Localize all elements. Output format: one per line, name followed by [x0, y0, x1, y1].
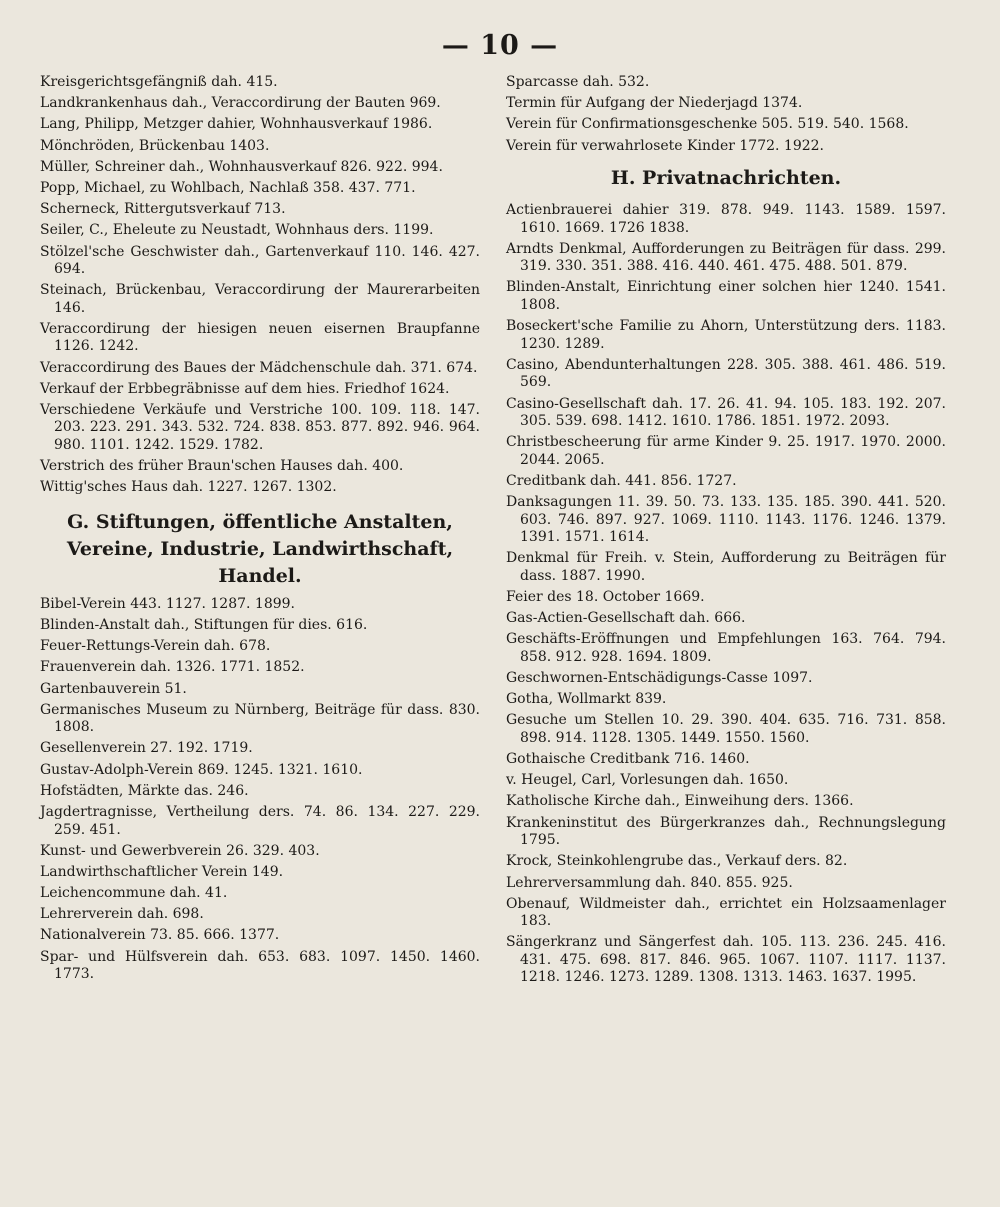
index-entry: Feuer-Rettungs-Verein dah. 678. [40, 638, 271, 655]
index-entry: Geschwornen-Entschädigungs-Casse 1097. [506, 670, 813, 686]
index-entry: Verstrich des früher Braun'schen Hauses dah. 400. [40, 458, 404, 475]
right-entries-before [506, 74, 946, 155]
index-entry: Kunst- und Gewerbverein 26. 329. 403. [40, 842, 320, 859]
left-entries-before [40, 74, 480, 497]
index-entry: Verschiedene Verkäufe und Verstriche 100. 109. 118. 147. 203. 223. 291. 343. 532. 724. 838. 853. 877. 892. 946. 964. 980. 1101. 1242. 1529. 1782. [40, 401, 480, 453]
index-entry: v. Heugel, Carl, Vorlesungen dah. 1650. [506, 772, 789, 789]
index-entry: Sparcasse dah. 532. [506, 74, 650, 90]
index-entry: Danksagungen 11. 39. 50. 73. 133. 135. 185. 390. 441. 520. 603. 746. 897. 927. 1069. 1110. 1143. 1176. 1246. 1379. 1391. 1571. 1614. [506, 494, 946, 546]
index-entry: Krankeninstitut des Bürgerkranzes dah., Rechnungslegung 1795. [506, 814, 946, 849]
index-entry: Sängerkranz und Sängerfest dah. 105. 113. 236. 245. 416. 431. 475. 698. 817. 846. 965. 1067. 1107. 1117. 1137. 1218. 1246. 1273. 1289. 1308. 1313. 1463. 1637. 1995. [506, 934, 946, 986]
index-entry: Boseckert'sche Familie zu Ahorn, Unterstützung ders. 1183. 1230. 1289. [506, 318, 946, 352]
index-entry: Steinach, Brückenbau, Veraccordirung der Maurerarbeiten 146. [40, 282, 480, 316]
index-entry: Mönchröden, Brückenbau 1403. [40, 137, 270, 154]
section-heading-g: G. Stiftungen, öffentliche Anstalten, Vereine, Industrie, Landwirthschaft, Handel. [66, 510, 454, 587]
index-entry: Nationalverein 73. 85. 666. 1377. [40, 927, 280, 944]
right-column [506, 74, 946, 991]
index-entry: Leichencommune dah. 41. [40, 885, 228, 902]
index-entry: Stölzel'sche Geschwister dah., Gartenverkauf 110. 146. 427. 694. [40, 243, 480, 277]
index-entry: Landkrankenhaus dah., Veraccordirung der Bauten 969. [40, 95, 441, 112]
section-heading-h: H. Privatnachrichten. [610, 167, 842, 190]
index-entry: Landwirthschaftlicher Verein 149. [40, 863, 284, 880]
index-entry: Actienbrauerei dahier 319. 878. 949. 1143. 1589. 1597. 1610. 1669. 1726 1838. [506, 202, 946, 236]
left-column [40, 74, 480, 987]
index-entry: Veraccordirung der hiesigen neuen eisernen Braupfanne 1126. 1242. [40, 320, 480, 355]
index-entry: Gothaische Creditbank 716. 1460. [506, 751, 750, 768]
index-entry: Obenauf, Wildmeister dah., errichtet ein Holzsaamenlager 183. [506, 895, 946, 930]
index-entry: Blinden-Anstalt, Einrichtung einer solchen hier 1240. 1541. 1808. [506, 279, 946, 313]
index-entry: Lehrerversammlung dah. 840. 855. 925. [506, 874, 793, 891]
index-entry: Denkmal für Freih. v. Stein, Aufforderung zu Beiträgen für dass. 1887. 1990. [506, 550, 946, 584]
index-entry: Frauenverein dah. 1326. 1771. 1852. [40, 659, 305, 676]
index-entry: Müller, Schreiner dah., Wohnhausverkauf 826. 922. 994. [40, 158, 443, 175]
index-entry: Germanisches Museum zu Nürnberg, Beiträge für dass. 830. 1808. [40, 701, 480, 736]
index-entry: Casino, Abendunterhaltungen 228. 305. 388. 461. 486. 519. 569. [506, 356, 946, 391]
index-entry: Verein für verwahrlosete Kinder 1772. 1922. [506, 137, 824, 154]
index-entry: Katholische Kirche dah., Einweihung ders. 1366. [506, 793, 854, 810]
index-entry: Christbescheerung für arme Kinder 9. 25. 1917. 1970. 2000. 2044. 2065. [506, 434, 946, 468]
index-entry: Termin für Aufgang der Niederjagd 1374. [506, 95, 803, 112]
left-entries-after [40, 596, 480, 984]
index-entry: Gas-Actien-Gesellschaft dah. 666. [506, 610, 746, 627]
index-entry: Casino-Gesellschaft dah. 17. 26. 41. 94. 105. 183. 192. 207. 305. 539. 698. 1412. 1610. 1786. 1851. 1972. 2093. [506, 395, 946, 429]
index-entry: Bibel-Verein 443. 1127. 1287. 1899. [40, 595, 295, 612]
index-entry: Arndts Denkmal, Aufforderungen zu Beiträgen für dass. 299. 319. 330. 351. 388. 416. 440. 461. 475. 488. 501. 879. [506, 240, 946, 275]
index-entry: Krock, Steinkohlengrube das., Verkauf ders. 82. [506, 853, 848, 870]
index-entry: Scherneck, Rittergutsverkauf 713. [40, 201, 286, 218]
index-entry: Lehrerverein dah. 698. [40, 906, 204, 923]
right-entries-after [506, 202, 946, 987]
index-entry: Wittig'sches Haus dah. 1227. 1267. 1302. [40, 479, 337, 496]
index-entry: Gustav-Adolph-Verein 869. 1245. 1321. 1610. [40, 761, 363, 778]
index-entry: Lang, Philipp, Metzger dahier, Wohnhausverkauf 1986. [40, 116, 433, 133]
index-entry: Jagdertragnisse, Vertheilung ders. 74. 86. 134. 227. 229. 259. 451. [40, 804, 480, 838]
index-entry: Blinden-Anstalt dah., Stiftungen für dies. 616. [40, 617, 368, 633]
index-entry: Verein für Confirmationsgeschenke 505. 519. 540. 1568. [506, 116, 909, 133]
index-entry: Gartenbauverein 51. [40, 680, 187, 697]
index-entry: Gotha, Wollmarkt 839. [506, 691, 667, 708]
index-entry: Verkauf der Erbbegräbnisse auf dem hies. Friedhof 1624. [40, 380, 450, 397]
index-entry: Kreisgerichtsgefängniß dah. 415. [40, 74, 278, 90]
index-entry: Popp, Michael, zu Wohlbach, Nachlaß 358. 437. 771. [40, 179, 416, 196]
index-entry: Creditbank dah. 441. 856. 1727. [506, 472, 737, 489]
index-entry: Seiler, C., Eheleute zu Neustadt, Wohnhaus ders. 1199. [40, 222, 434, 239]
index-entry: Spar- und Hülfsverein dah. 653. 683. 1097. 1450. 1460. 1773. [40, 948, 480, 983]
index-entry: Gesellenverein 27. 192. 1719. [40, 740, 253, 757]
page-number: — 10 — [441, 30, 559, 61]
index-entry: Geschäfts-Eröffnungen und Empfehlungen 163. 764. 794. 858. 912. 928. 1694. 1809. [506, 631, 946, 665]
index-entry: Hofstädten, Märkte das. 246. [40, 782, 249, 799]
index-entry: Feier des 18. October 1669. [506, 588, 705, 605]
index-entry: Veraccordirung des Baues der Mädchenschule dah. 371. 674. [40, 359, 478, 376]
index-entry: Gesuche um Stellen 10. 29. 390. 404. 635. 716. 731. 858. 898. 914. 1128. 1305. 1449. 1550. 1560. [506, 712, 946, 746]
